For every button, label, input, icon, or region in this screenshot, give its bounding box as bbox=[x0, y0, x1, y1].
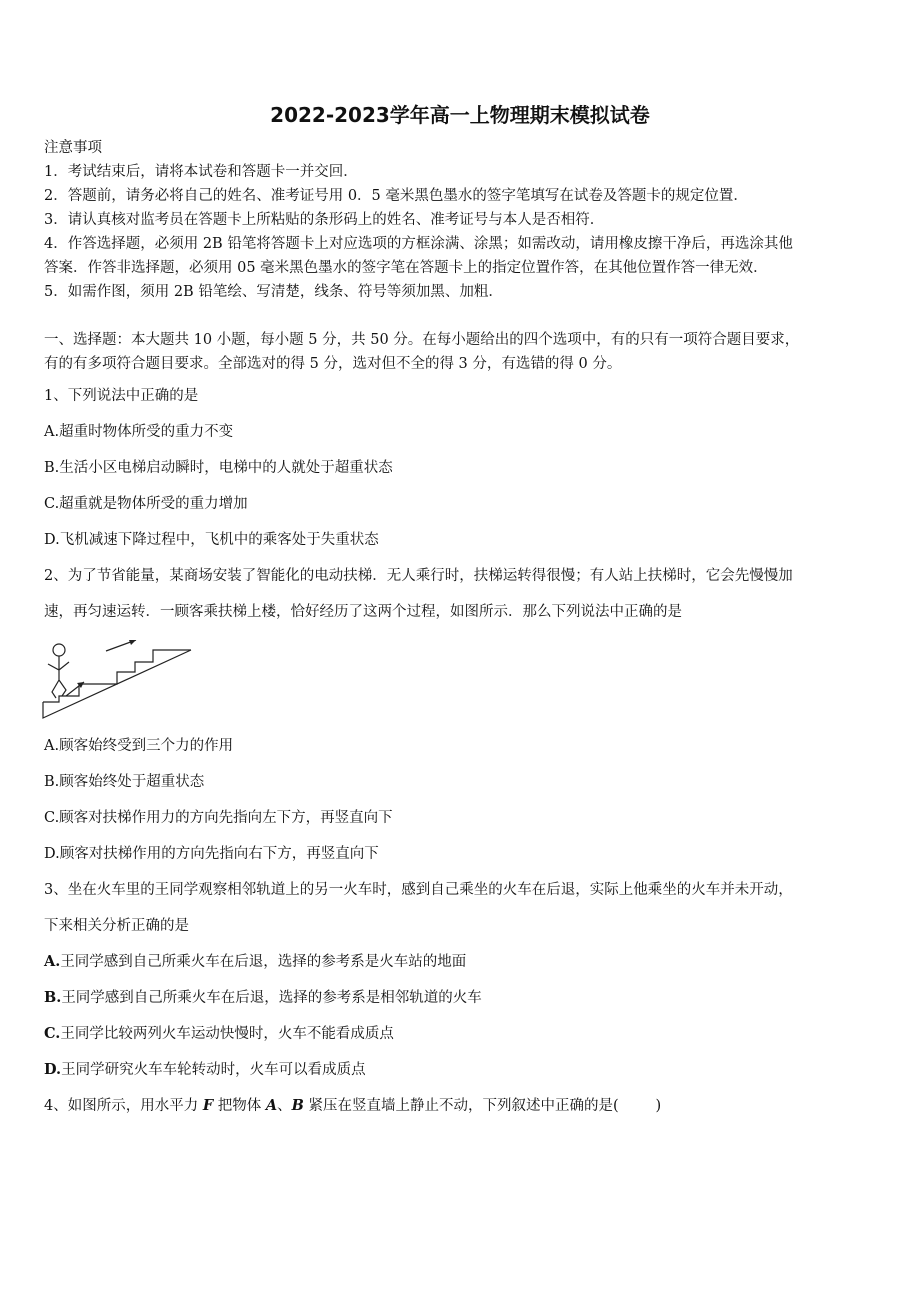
notice-item-4-cont: 答案．作答非选择题，必须用 05 毫米黑色墨水的签字笔在答题卡上的指定位置作答，在其他位置作答一律无效． bbox=[44, 260, 768, 276]
q4-force-symbol: F bbox=[202, 1097, 214, 1114]
q4-object-a: A bbox=[265, 1097, 278, 1114]
notice-item-4: 4．作答选择题，必须用 2B 铅笔将答题卡上对应选项的方框涂满、涂黑；如需改动，请用橡皮擦干净后，再选涂其他 bbox=[44, 236, 793, 252]
q3-option-a-letter: A. bbox=[44, 953, 61, 970]
q4-object-b: B bbox=[291, 1097, 304, 1114]
q3-option-d bbox=[44, 1060, 880, 1080]
q3-option-d-letter: D. bbox=[44, 1061, 62, 1078]
q2-option-a: A.顾客始终受到三个力的作用 bbox=[44, 738, 234, 754]
q1-option-b: B.生活小区电梯启动瞬时，电梯中的人就处于超重状态 bbox=[44, 460, 393, 476]
q3-option-c-letter: C. bbox=[44, 1025, 61, 1042]
escalator-figure bbox=[40, 640, 200, 724]
escalator-steps bbox=[43, 650, 191, 702]
q3-option-a-text: 王同学感到自己所乘火车在后退，选择的参考系是火车站的地面 bbox=[60, 954, 467, 970]
q3-option-b bbox=[44, 988, 880, 1008]
q3-option-d-text: 王同学研究火车车轮转动时，火车可以看成质点 bbox=[61, 1062, 366, 1078]
q4-stem bbox=[44, 1096, 880, 1116]
q1-option-a: A.超重时物体所受的重力不变 bbox=[44, 424, 234, 440]
q4-separator: 、 bbox=[277, 1098, 292, 1114]
q1-option-d: D.飞机减速下降过程中，飞机中的乘客处于失重状态 bbox=[44, 532, 379, 548]
person-head bbox=[53, 644, 65, 656]
q3-option-b-text: 王同学感到自己所乘火车在后退，选择的参考系是相邻轨道的火车 bbox=[61, 990, 482, 1006]
q2-option-c: C.顾客对扶梯作用力的方向先指向左下方，再竖直向下 bbox=[44, 810, 393, 826]
q3-option-b-letter: B. bbox=[44, 989, 62, 1006]
q4-stem-prefix: 4、如图所示，用水平力 bbox=[44, 1098, 203, 1114]
q2-stem-line1: 2、为了节省能量，某商场安装了智能化的电动扶梯．无人乘行时，扶梯运转得很慢；有人站上扶梯时，它会先慢慢加 bbox=[44, 568, 793, 584]
escalator-base bbox=[43, 650, 191, 718]
q3-stem-line1: 3、坐在火车里的王同学观察相邻轨道上的另一火车时，感到自己乘坐的火车在后退，实际上他乘坐的火车并未开动， bbox=[44, 882, 793, 898]
q3-option-c bbox=[44, 1024, 880, 1044]
section-instructions-line1: 一、选择题：本大题共 10 小题，每小题 5 分，共 50 分。在每小题给出的四个选项中，有的只有一项符合题目要求， bbox=[44, 332, 800, 348]
q2-stem-line2: 速，再匀速运转．一顾客乘扶梯上楼，恰好经历了这两个过程，如图所示．那么下列说法中正确的是 bbox=[44, 604, 682, 620]
person-body bbox=[48, 656, 69, 698]
notice-item-1: 1．考试结束后，请将本试卷和答题卡一并交回． bbox=[44, 164, 358, 180]
q4-stem-mid2: 紧压在竖直墙上静止不动，下列叙述中正确的是( bbox=[303, 1098, 619, 1114]
arrowhead-upper bbox=[129, 640, 136, 645]
notice-item-3: 3．请认真核对监考员在答题卡上所粘贴的条形码上的姓名、准考证号与本人是否相符． bbox=[44, 212, 605, 228]
page-title: 2022-2023学年高一上物理期末模拟试卷 bbox=[270, 103, 650, 127]
q4-stem-suffix: ) bbox=[618, 1098, 662, 1114]
notice-heading: 注意事项 bbox=[44, 140, 102, 156]
q1-option-c: C.超重就是物体所受的重力增加 bbox=[44, 496, 248, 512]
q2-option-b: B.顾客始终处于超重状态 bbox=[44, 774, 205, 790]
q1-stem: 1、下列说法中正确的是 bbox=[44, 388, 199, 404]
q2-option-d: D.顾客对扶梯作用的方向先指向右下方，再竖直向下 bbox=[44, 846, 379, 862]
q3-option-c-text: 王同学比较两列火车运动快慢时，火车不能看成质点 bbox=[60, 1026, 394, 1042]
notice-item-2: 2．答题前，请务必将自己的姓名、准考证号用 0．5 毫米黑色墨水的签字笔填写在试卷及答题卡的规定位置． bbox=[44, 188, 748, 204]
q3-stem-line2: 下来相关分析正确的是 bbox=[44, 918, 189, 934]
q4-stem-mid1: 把物体 bbox=[213, 1098, 266, 1114]
section-instructions-line2: 有的有多项符合题目要求。全部选对的得 5 分，选对但不全的得 3 分，有选错的得 0 分。 bbox=[44, 356, 622, 372]
q3-option-a bbox=[44, 952, 880, 972]
notice-item-5: 5．如需作图，须用 2B 铅笔绘、写清楚，线条、符号等须加黑、加粗． bbox=[44, 284, 503, 300]
